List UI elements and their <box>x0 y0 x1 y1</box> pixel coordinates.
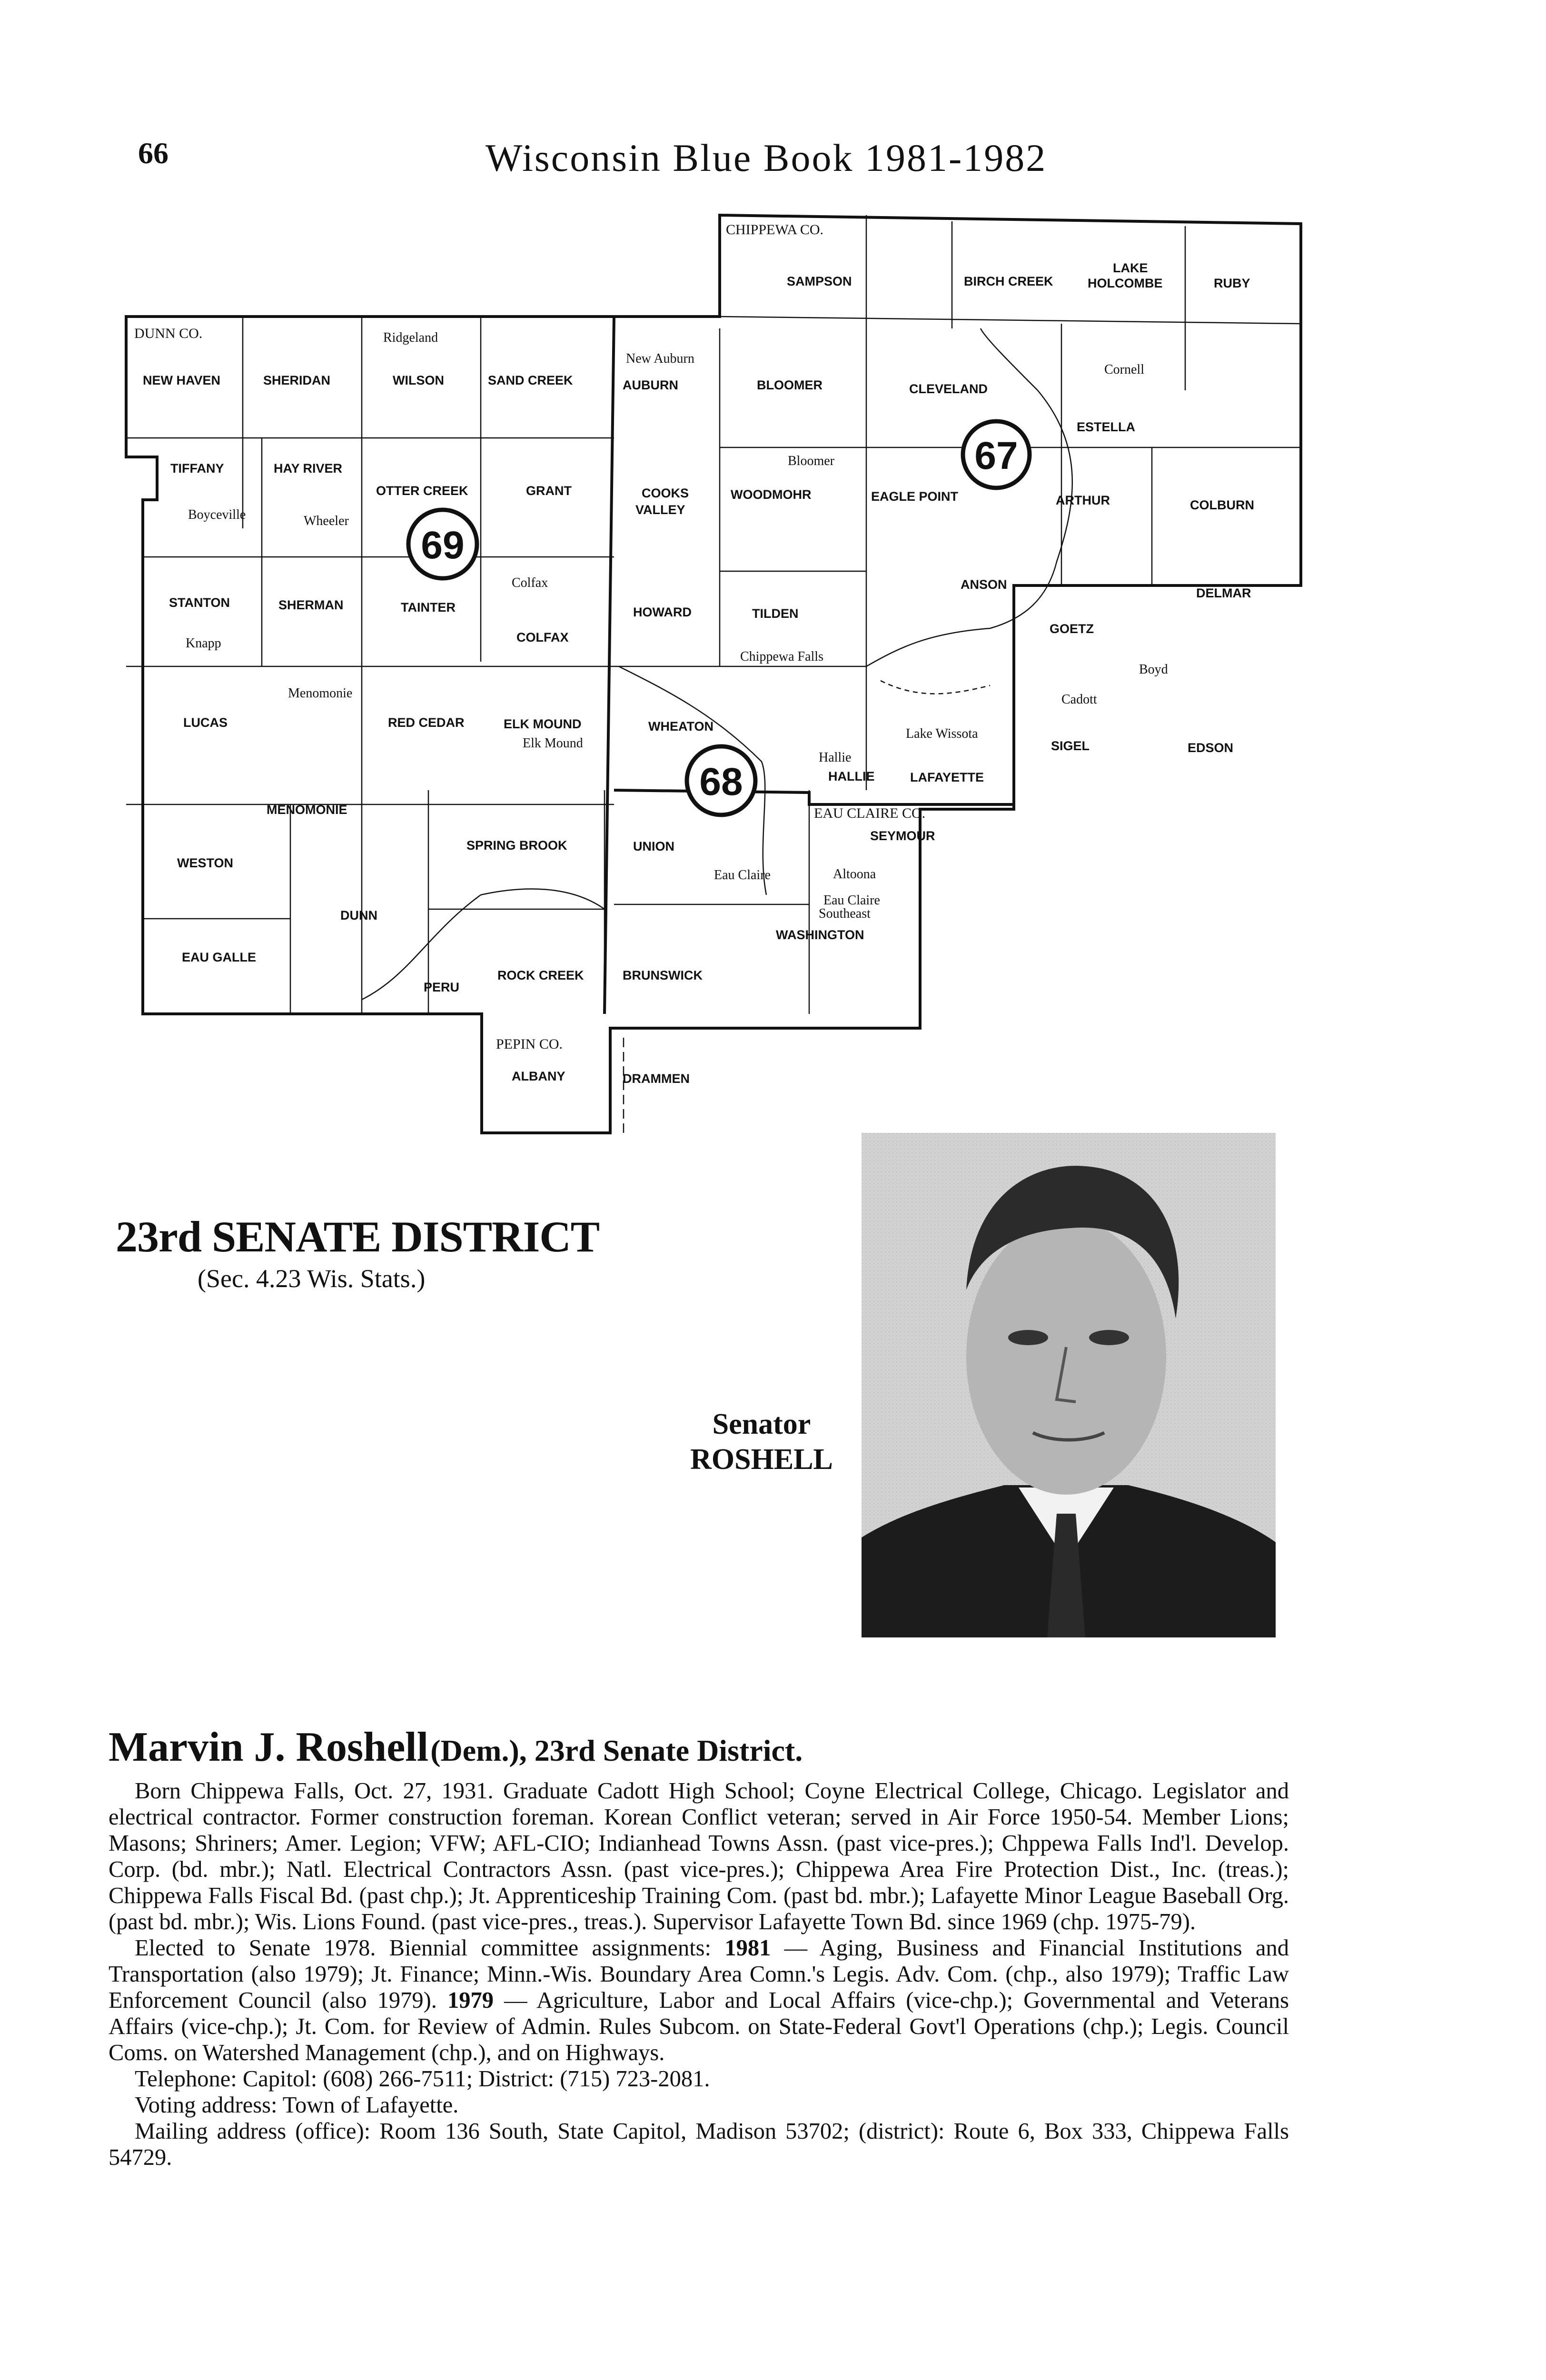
city-label: Boyd <box>1139 662 1168 677</box>
town-label: EDSON <box>1188 741 1234 755</box>
town-label: LAFAYETTE <box>910 770 984 784</box>
town-label: DRAMMEN <box>623 1071 690 1086</box>
town-label: ROCK CREEK <box>497 968 584 982</box>
town-label: TAINTER <box>401 600 456 615</box>
city-label: Altoona <box>833 867 876 882</box>
city-label: Menomonie <box>288 686 353 701</box>
town-label: COLBURN <box>1190 498 1254 512</box>
city-label: Chippewa Falls <box>740 649 823 664</box>
town-label: WASHINGTON <box>776 928 864 942</box>
town-label: STANTON <box>169 595 230 610</box>
town-label: ELK MOUND <box>504 717 582 731</box>
city-label: Eau Claire <box>823 893 880 908</box>
bio-committees-1979: — Agriculture, Labor and Local Affairs (vice-chp.); Governmental and Veterans Affairs (vice-chp.); Jt. Com. for Review of Admin. Rules Subcom. on State-Federal Govt'l Operations (chp.); Legis. Council Coms. on Watershed Management (chp.), and on Highways. <box>109 1988 1289 2065</box>
bio-telephone: Telephone: Capitol: (608) 266-7511; District: (715) 723-2081. <box>135 2066 710 2092</box>
senator-caption <box>666 1407 857 1478</box>
bio-voting-address: Voting address: Town of Lafayette. <box>135 2092 459 2118</box>
statute-reference: (Sec. 4.23 Wis. Stats.) <box>198 1264 426 1293</box>
city-label: Southeast <box>819 906 871 921</box>
town-label: CLEVELAND <box>909 382 988 396</box>
city-label: Eau Claire <box>714 868 771 883</box>
town-label: PERU <box>424 980 460 994</box>
assembly-district-68-marker <box>687 746 755 815</box>
bio-year-1981: 1981 <box>724 1935 771 1961</box>
assembly-district-67-marker <box>963 421 1030 488</box>
town-label: ESTELLA <box>1077 420 1136 434</box>
town-label: RUBY <box>1214 276 1250 290</box>
district-map <box>0 0 1546 1152</box>
town-label: WHEATON <box>648 719 714 734</box>
city-label: Cornell <box>1104 362 1144 377</box>
city-label: Colfax <box>512 575 548 590</box>
town-label: VALLEY <box>635 503 685 517</box>
town-label: COOKS <box>642 486 689 500</box>
town-label: UNION <box>633 839 674 853</box>
senator-portrait <box>862 1133 1276 1637</box>
county-label-dunn: DUNN CO. <box>134 326 203 341</box>
senator-caption-name: ROSHELL <box>690 1443 833 1476</box>
town-label: COLFAX <box>516 630 569 645</box>
city-label: Wheeler <box>304 514 349 528</box>
running-title: Wisconsin Blue Book 1981-1982 <box>486 136 1047 179</box>
town-label: SAMPSON <box>787 274 852 288</box>
city-label: Knapp <box>186 636 221 651</box>
town-label: ARTHUR <box>1056 493 1110 507</box>
town-label: MENOMONIE <box>267 803 347 817</box>
bio-mailing-address: Mailing address (office): Room 136 South, State Capitol, Madison 53702; (district): Route 6, Box 333, Chippewa Falls 54729. <box>109 2119 1289 2170</box>
county-label-chippewa: CHIPPEWA CO. <box>726 222 824 238</box>
town-label: NEW HAVEN <box>143 373 221 387</box>
town-label: BRUNSWICK <box>623 968 703 982</box>
town-label: SHERIDAN <box>263 373 331 387</box>
senator-caption-title: Senator <box>712 1408 811 1440</box>
town-label: LAKE <box>1113 261 1148 275</box>
assembly-district-69-marker <box>408 510 477 578</box>
city-label: Boyceville <box>188 507 246 522</box>
county-label-eau-claire: EAU CLAIRE CO. <box>814 805 926 821</box>
town-label: EAU GALLE <box>182 950 257 964</box>
town-label: ALBANY <box>512 1069 565 1083</box>
assembly-district-68-label: 68 <box>699 760 743 803</box>
bio-paragraph-committees <box>109 1935 1289 2066</box>
assembly-district-67-label: 67 <box>974 434 1018 477</box>
town-label: DUNN <box>340 908 377 922</box>
town-label: TILDEN <box>752 606 799 621</box>
town-label: ANSON <box>961 577 1007 592</box>
bio-committees-intro: Elected to Senate 1978. Biennial committee assignments: <box>135 1935 725 1961</box>
town-label: GRANT <box>526 484 572 498</box>
senator-name: Marvin J. Roshell <box>109 1724 429 1770</box>
town-label: RED CEDAR <box>388 715 465 730</box>
senator-affiliation: (Dem.), 23rd Senate District. <box>430 1734 803 1767</box>
town-label: SPRING BROOK <box>466 838 567 853</box>
town-label: SHERMAN <box>278 598 344 612</box>
city-label: Elk Mound <box>523 736 583 751</box>
city-label: Cadott <box>1061 692 1097 707</box>
bio-committees-1981: — Aging, Business and Financial Institutions and Transportation (also 1979); Jt. Finance; Minn.-Wis. Boundary Area Comn.'s Legis. Adv. Com. (chp., also 1979); Traffic Law Enforcement Council (also 1979). <box>109 1935 1289 2013</box>
city-label: Bloomer <box>788 454 834 468</box>
town-label: SEYMOUR <box>870 829 935 843</box>
district-heading: 23rd SENATE DISTRICT <box>116 1212 600 1261</box>
bio-paragraph-background: Born Chippewa Falls, Oct. 27, 1931. Graduate Cadott High School; Coyne Electrical College, Chicago. Legislator and electrical contractor. Former construction foreman. Korean Conflict veteran; served in Air Force 1950-54. Member Lions; Masons; Shriners; Amer. Legion; VFW; AFL-CIO; Indianhead Towns Assn. (past vice-pres.); Chppewa Falls Ind'l. Develop. Corp. (bd. mbr.); Natl. Electrical Contractors Assn. (past vice-pres.); Chippewa Area Fire Protection Dist., Inc. (treas.); Chippewa Falls Fiscal Bd. (past chp.); Jt. Apprenticeship Training Com. (past bd. mbr.); Lafayette Minor League Baseball Org. (past bd. mbr.); Wis. Lions Found. (past vice-pres., treas.). Supervisor Lafayette Town Bd. since 1969 (chp. 1975-79). <box>109 1778 1289 1934</box>
chippewa-eauclaire-boundary <box>614 790 1014 804</box>
town-label: EAGLE POINT <box>871 489 959 504</box>
town-label: BLOOMER <box>757 378 823 392</box>
bio-year-1979: 1979 <box>447 1988 494 2013</box>
town-label: WESTON <box>177 856 234 870</box>
town-label: BIRCH CREEK <box>964 274 1053 288</box>
town-label: HOLCOMBE <box>1088 276 1163 290</box>
town-label: AUBURN <box>623 378 678 392</box>
city-label: Hallie <box>819 750 852 765</box>
town-label: HALLIE <box>828 769 875 783</box>
city-label: Lake Wissota <box>906 726 978 741</box>
assembly-district-69-label: 69 <box>421 524 465 567</box>
map-outline <box>126 215 1301 1133</box>
town-label: SAND CREEK <box>488 373 573 387</box>
town-label: HOWARD <box>633 605 692 619</box>
town-label: SIGEL <box>1051 739 1090 753</box>
county-label-pepin: PEPIN CO. <box>496 1036 563 1052</box>
page-number: 66 <box>138 136 168 170</box>
town-label: LUCAS <box>183 715 228 730</box>
town-label: WOODMOHR <box>731 487 812 502</box>
town-label: TIFFANY <box>170 461 224 476</box>
town-label: HAY RIVER <box>274 461 343 476</box>
dunn-chippewa-boundary <box>605 317 614 1014</box>
town-label: OTTER CREEK <box>376 484 468 498</box>
town-label: DELMAR <box>1196 586 1251 600</box>
biography <box>109 1778 1289 2171</box>
town-label: GOETZ <box>1050 622 1094 636</box>
bio-heading <box>109 1723 803 1771</box>
city-label: Ridgeland <box>383 330 438 345</box>
city-label: New Auburn <box>626 351 694 366</box>
town-label: WILSON <box>393 373 444 387</box>
